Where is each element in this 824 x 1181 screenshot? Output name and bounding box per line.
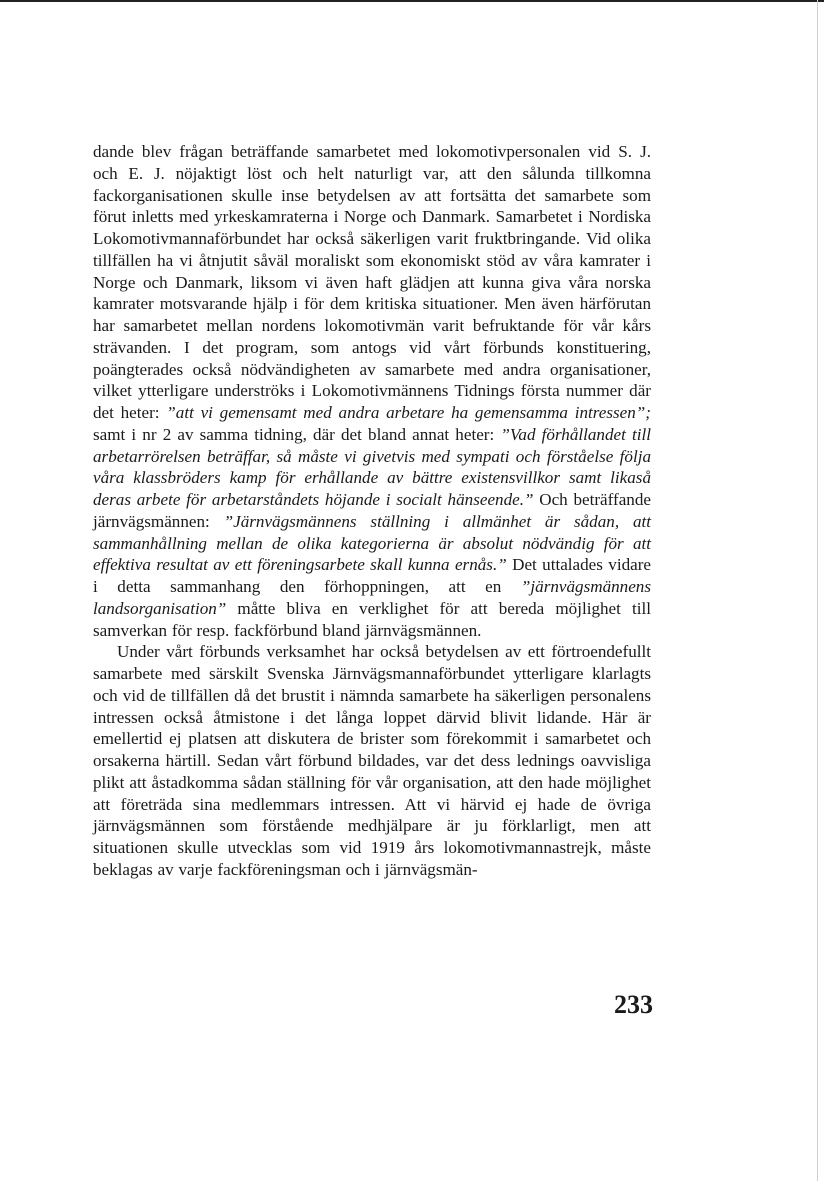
body-text <box>93 141 651 881</box>
text-segment: dande blev frågan beträffande samarbetet med lokomotivpersonalen vid S. J. och E. J. nöjaktigt löst och helt naturligt var, att den sålunda tillkomna fackorganisationen skulle inse betydelsen av att fortsätta det samarbete som förut inletts med yrkeskamraterna i Norge och Danmark. Samarbetet i Nordiska Lokomotivmannaförbundet har också säkerligen varit fruktbringande. Vid olika tillfällen ha vi åtnjutit såväl moraliskt som ekonomiskt stöd av våra kamrater i Norge och Danmark, liksom vi även haft glädjen att kunna giva våra norska kamrater motsvarande hjälp i för dem kritiska situationer. Men även härförutan har samarbetet mellan nordens lokomotivmän varit befruktande för vår kårs strävanden. I det program, som antogs vid vårt förbunds konstituering, poängterades också nödvändigheten av samarbete med andra organisationer, vilket ytterligare underströks i Lokomotivmännens Tidnings första nummer där det heter: <box>93 142 651 422</box>
text-segment: Under vårt förbunds verksamhet har också betydelsen av ett förtroendefullt samarbete med särskilt Svenska Järnvägsmannaförbundet ytterligare klarlagts och vid de tillfällen då det brustit i nämnda samarbete ha säkerligen personalens intressen också åtmistone i det långa loppet därvid blivit lidande. Här är emellertid ej platsen att diskutera de brister som förekommit i samarbetet och orsakerna härtill. Sedan vårt förbund bildades, var det dess lednings oavvisliga plikt att åstadkomma sådan ställning för vår organisation, att den hade möjlighet att företräda sina medlemmars intressen. Att vi härvid ej hade de övriga järnvägsmännen som förstående medhjälpare är ju förklarligt, men att situationen skulle utvecklas som vid 1919 års lokomotivmannastrejk, måste beklagas av varje fackföreningsman och i järnvägsmän- <box>93 642 651 879</box>
quote-segment: ”järnvägsmännens landsorganisation” <box>93 577 651 618</box>
page-right-edge <box>817 0 818 1181</box>
text-segment: Och beträffande järnvägsmännen: <box>93 490 651 531</box>
paragraph-2 <box>93 641 651 880</box>
quote-segment: ”Järnvägsmännens ställning i allmänhet är sådan, att sammanhållning mellan de olika kategorierna är absolut nödvändig för att effektiva resultat av ett föreningsarbete skall kunna ernås.” <box>93 511 651 575</box>
quote-segment: ”att vi gemensamt med andra arbetare ha gemensamma intressen”; <box>166 403 651 422</box>
paragraph-1 <box>93 141 651 641</box>
text-segment: måtte bliva en verklighet för att bereda möjlighet till samverkan för resp. fackförbund bland järnvägsmännen. <box>93 598 651 640</box>
page-top-edge <box>0 0 824 2</box>
quote-segment: ”Vad förhållandet till arbetarrörelsen beträffar, så måste vi givetvis med sympati och förståelse följa våra klassbröders kamp för erhållande av bättre existensvillkor samt likaså deras arbete för arbetarståndets höjande i socialt hänseende.” <box>93 424 651 509</box>
text-segment: Det uttalades vidare i detta sammanhang den förhoppningen, att en <box>93 555 652 596</box>
page-number: 233 <box>614 990 653 1019</box>
text-segment: samt i nr 2 av samma tidning, där det bland annat heter: <box>93 424 501 444</box>
